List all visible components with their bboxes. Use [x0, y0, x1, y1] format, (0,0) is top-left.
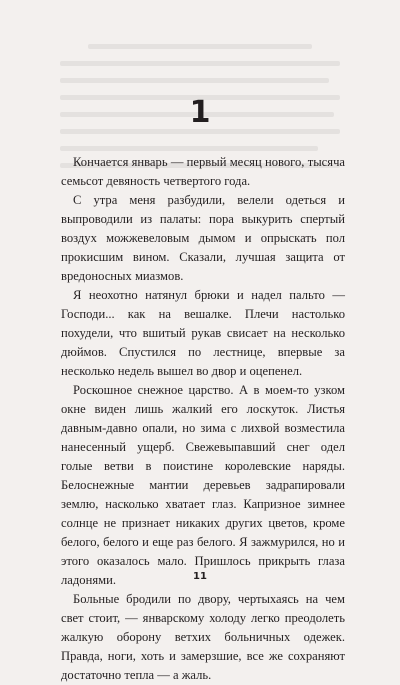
show-through-line [60, 78, 329, 83]
paragraph: Роскошное снежное царство. А в моем-то узком окне виден лишь жалкий его лоскуток. Листья давным-давно опали, но зима с лихвой возместила нанесенный ущерб. Свежевыпавший снег одел голые ветви в поистине королевские наряды. Белоснежные мантии деревьев задрапировали землю, насколько хватает глаз. Капризное зимнее солнце не признает никаких других цветов, кроме белого, белого и еще раз белого. Я зажмурился, но и этого оказалось мало. Пришлось прикрыть глаза ладонями. [61, 383, 345, 587]
paragraph: Кончается январь — первый месяц нового, тысяча семьсот девяность четвертого года. [61, 155, 345, 188]
show-through-line [60, 61, 340, 66]
paragraph: Я неохотно натянул брюки и надел пальто — Господи... как на вешалке. Плечи настолько похудели, что вшитый рукав свисает на несколько дюймов. Спустился по лестнице, впервые за несколько недель вышел во двор и оцепенел. [61, 288, 345, 378]
page-number: 11 [193, 571, 207, 582]
show-through-line [88, 44, 312, 49]
paragraph: Больные бродили по двору, чертыхаясь на чем свет стоит, — январскому холоду легко преодолеть жалкую оборону ветхих больничных одежек. Правда, ноги, хоть и замерзшие, все же сохраняют достаточно тепла — а жаль. [61, 592, 345, 682]
show-through-line [60, 146, 318, 151]
chapter-number: 1 [189, 95, 211, 130]
chapter-body [61, 153, 345, 685]
paragraph: С утра меня разбудили, велели одеться и выпроводили из палаты: пора выкурить спертый воздух можжевеловым дымом и опрыскать пол прокисшим вином. Сказали, лучшая защита от вредоносных миазмов. [61, 193, 345, 283]
